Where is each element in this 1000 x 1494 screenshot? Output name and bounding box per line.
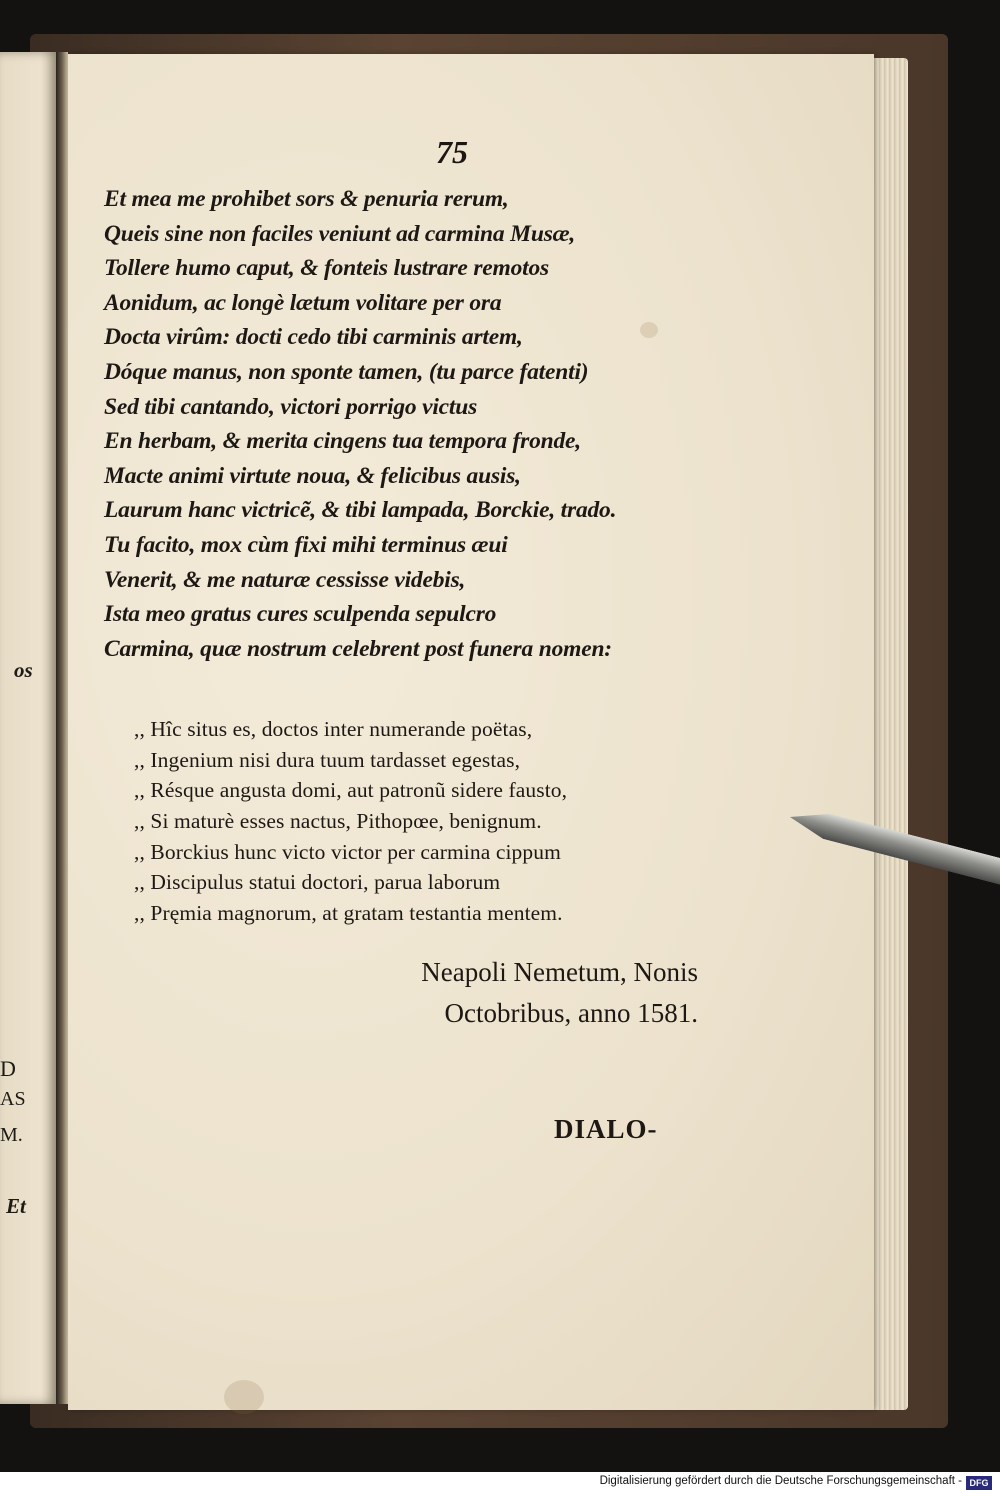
left-page-fragment-m: M. (0, 1124, 23, 1146)
verse-line: Venerit, & me naturæ cessisse videbis, (104, 566, 466, 593)
verse-line: Laurum hanc victricẽ, & tibi lampada, Borckie, trado. (104, 497, 617, 524)
signoff-line-1: Neapoli Nemetum, Nonis (421, 957, 698, 987)
epitaph-line: ,, Si maturè esses nactus, Pithopœe, benignum. (134, 809, 542, 834)
epitaph-line: ,, Pręmia magnorum, at gratam testantia mentem. (134, 901, 563, 926)
left-page-fragment-et: Et (6, 1194, 26, 1218)
signoff-line-2: Octobribus, anno 1581. (444, 998, 698, 1028)
verse-line: Aonidum, ac longè lætum volitare per ora (104, 289, 502, 316)
left-page-fragment-d: D (0, 1056, 16, 1081)
epitaph-line: ,, Ingenium nisi dura tuum tardasset egestas, (134, 747, 521, 772)
epitaph-line: ,, Borckius hunc victo victor per carmina cippum (134, 839, 561, 864)
verse-line: Sed tibi cantando, victori porrigo victus (104, 393, 478, 420)
page-number: 75 (436, 134, 468, 170)
verse-block (104, 182, 744, 666)
catchword: DIALO- (554, 1114, 658, 1144)
verse-line: En herbam, & merita cingens tua tempora fronde, (104, 428, 581, 455)
verse-line: Dóque manus, non sponte tamen, (tu parce fatenti) (104, 358, 589, 385)
book-gutter (56, 52, 68, 1404)
epitaph-line: ,, Hîc situs es, doctos inter numerande poëtas, (134, 717, 533, 741)
left-facing-page (0, 52, 58, 1404)
footer-bar (0, 1472, 1000, 1494)
epitaph-block (134, 714, 734, 929)
verse-line: Docta virûm: docti cedo tibi carminis artem, (104, 324, 523, 351)
verse-line: Carmina, quæ nostrum celebrent post funera nomen: (104, 635, 612, 662)
dfg-logo: DFG (966, 1476, 992, 1490)
funding-credit: Digitalisierung gefördert durch die Deutsche Forschungsgemeinschaft - (599, 1475, 962, 1487)
book-page (68, 54, 874, 1410)
epitaph-line: ,, Discipulus statui doctori, parua laborum (134, 870, 501, 895)
verse-line: Ista meo gratus cures sculpenda sepulcro (104, 601, 497, 628)
verse-line: Tu facito, mox cùm fixi mihi terminus æui (104, 531, 508, 558)
place-date-signoff (288, 952, 698, 1034)
verse-line: Queis sine non faciles veniunt ad carmina Musæ, (104, 220, 576, 247)
verse-line: Et mea me prohibet sors & penuria rerum, (104, 186, 509, 212)
left-page-fragment-as: AS (0, 1088, 26, 1110)
paper-stain (224, 1380, 264, 1414)
verse-line: Tollere humo caput, & fonteis lustrare remotos (104, 255, 549, 282)
epitaph-line: ,, Résque angusta domi, aut patronũ sidere fausto, (134, 778, 568, 803)
left-page-fragment-os: os (14, 658, 33, 682)
verse-line: Macte animi virtute noua, & felicibus ausis, (104, 462, 521, 489)
